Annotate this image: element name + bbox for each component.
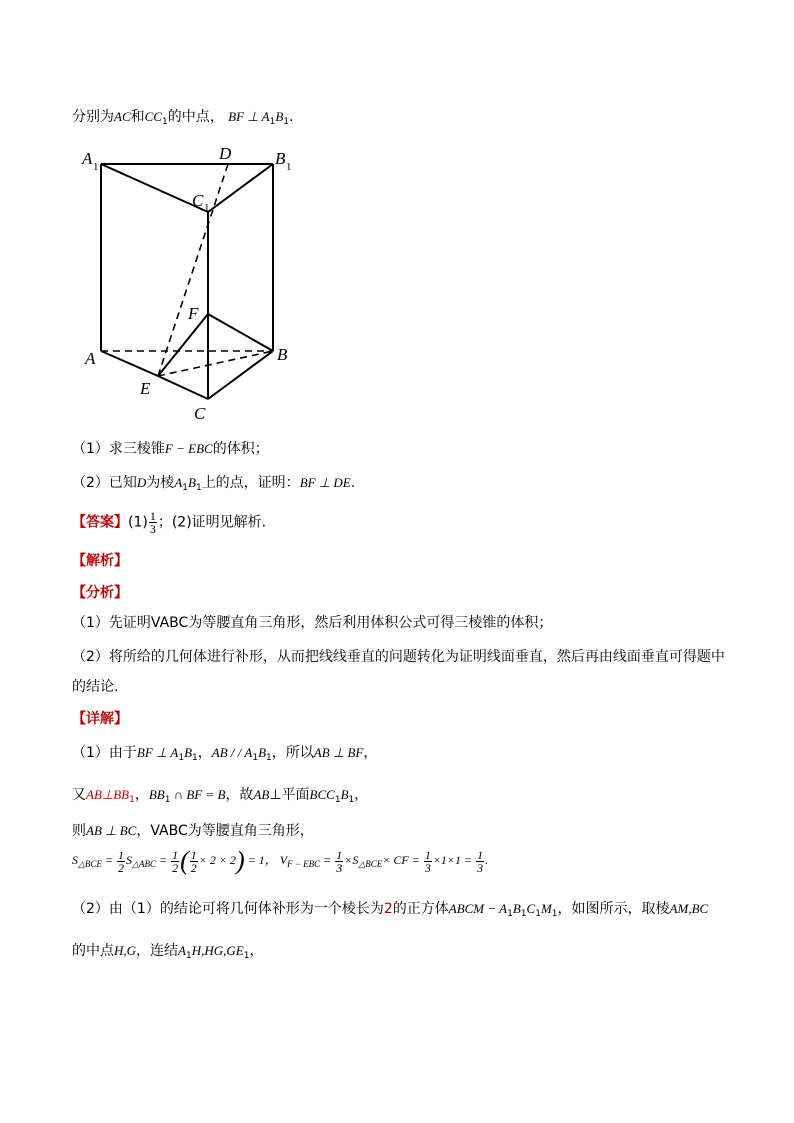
equals: = xyxy=(104,852,114,867)
label-sub: 1 xyxy=(204,202,210,214)
sub: 1 xyxy=(283,117,289,127)
comma: ， xyxy=(136,823,151,839)
volume-formula xyxy=(72,846,488,876)
intro-post: 的中点， xyxy=(167,109,224,125)
math-tri-abc: VABC xyxy=(150,823,188,839)
math-b: B xyxy=(258,745,267,760)
jiexi-heading: 【解析】 xyxy=(72,553,128,569)
math-bf-perp: BF ⊥ A xyxy=(228,109,270,124)
math-ab-parallel: AB / / A xyxy=(211,745,253,760)
sub: 1 xyxy=(334,795,341,805)
detail-2 xyxy=(72,784,368,805)
product: × 2 × 2 xyxy=(198,852,236,867)
edge-c1b1 xyxy=(208,164,273,212)
sub: 1 xyxy=(520,909,527,919)
sub: 1 xyxy=(535,909,541,919)
d1-pre: （1）由于 xyxy=(72,745,137,761)
equals: = xyxy=(158,852,168,867)
analysis-1 xyxy=(72,612,552,632)
sub: 1 xyxy=(507,909,513,919)
xiangjie-heading: 【详解】 xyxy=(72,711,128,727)
sub: 1 xyxy=(192,753,198,763)
math-h: H xyxy=(191,943,202,958)
denominator: 2 xyxy=(172,860,179,875)
math-bcc1b1: BCC xyxy=(309,787,335,802)
label-b1: B xyxy=(275,149,286,168)
math-am: AM xyxy=(669,901,689,916)
d3-post: 为等腰直角三角形， xyxy=(187,823,314,839)
answer-part2: ；(2)证明见解析. xyxy=(157,514,267,531)
d2-plane: ⊥平面 xyxy=(269,787,310,803)
math-tri-abc: VABC xyxy=(150,615,189,631)
denominator: 2 xyxy=(118,860,125,875)
math-d: D xyxy=(136,475,147,490)
solid-edges xyxy=(101,164,273,399)
detail-4 xyxy=(72,898,708,919)
d4-post: ，如图所示，取棱 xyxy=(557,901,670,917)
math-ab-perp-bf: AB ⊥ BF xyxy=(313,745,364,760)
math-c: C xyxy=(526,901,536,916)
math-intersect: ∩ BF = B xyxy=(170,787,226,802)
sub: △BCE xyxy=(78,858,102,869)
math-bf-perp: BF ⊥ A xyxy=(136,745,179,760)
question-1 xyxy=(72,438,269,458)
times-cf: × CF = xyxy=(382,852,420,867)
intro-mid: 和 xyxy=(130,109,145,125)
label-a1: A xyxy=(82,149,93,168)
q2-pre: （2）已知 xyxy=(72,475,137,491)
sub: F − EBC xyxy=(287,858,321,869)
equals: = xyxy=(323,852,332,867)
fenxi-heading: 【分析】 xyxy=(72,585,128,601)
sub: 1 xyxy=(551,909,558,919)
period: . xyxy=(350,475,356,491)
comma: , xyxy=(123,943,127,958)
denominator: 3 xyxy=(477,860,484,875)
detail-3 xyxy=(72,820,314,840)
intro-pre: 分别为 xyxy=(72,109,114,125)
q2-mid: 为棱 xyxy=(146,475,175,491)
label-f: F xyxy=(188,304,199,323)
label-d: D xyxy=(219,144,232,163)
analysis1-post: 为等腰直角三角形，然后利用体积公式可得三棱锥的体积； xyxy=(188,615,553,631)
denominator: 3 xyxy=(149,522,156,536)
detail-5 xyxy=(72,940,263,961)
math-ab-perp-bb1: AB⊥BB xyxy=(86,787,130,802)
math-a: A xyxy=(178,943,186,958)
period: . xyxy=(485,852,489,867)
edge-fb xyxy=(208,314,273,351)
d2-mid: ，故 xyxy=(225,787,254,803)
math-s: S xyxy=(72,852,78,867)
sub: 1 xyxy=(266,753,272,763)
sub: 1 xyxy=(182,483,188,493)
comma: ， xyxy=(354,787,369,803)
label-b: B xyxy=(277,345,288,364)
dashed-edges xyxy=(101,164,273,376)
edge-ec xyxy=(158,376,208,399)
paren-close: ) xyxy=(235,846,245,875)
math-m: M xyxy=(540,901,552,916)
fraction-third xyxy=(335,849,343,874)
numerator: 1 xyxy=(172,847,179,862)
fraction-third xyxy=(476,849,484,874)
math-s: S xyxy=(352,852,359,867)
times-product: ×1×1 = xyxy=(432,852,473,867)
math-ab-perp-bc: AB ⊥ BC xyxy=(86,823,137,838)
fraction-third xyxy=(424,849,432,874)
math-bc: BC xyxy=(691,901,709,916)
numerator: 1 xyxy=(424,847,431,862)
comma: ， xyxy=(249,943,264,959)
sub: △ABC xyxy=(132,858,156,869)
numerator: 1 xyxy=(149,509,156,523)
numerator: 1 xyxy=(190,847,197,862)
answer-label: 【答案】 xyxy=(72,514,128,531)
math-bb1: BB xyxy=(148,787,165,802)
q1-pre: （1）求三棱锥 xyxy=(72,441,165,457)
math-f-ebc: F − EBC xyxy=(164,441,213,456)
fraction-half xyxy=(190,849,198,874)
analysis-2-cont: 的结论. xyxy=(72,679,119,695)
sub: 1 xyxy=(161,117,168,127)
numerator: 1 xyxy=(118,847,125,862)
math-ac: AC xyxy=(114,109,131,124)
math-v: V xyxy=(279,852,288,867)
denominator: 3 xyxy=(424,860,431,875)
d1-mid: ，所以 xyxy=(271,745,314,761)
edge-fe xyxy=(158,314,208,376)
sub: 1 xyxy=(348,795,355,805)
math-hg-ge: ,HG,GE xyxy=(201,943,244,958)
analysis-2: （2）将所给的几何体进行补形，从而把线线垂直的问题转化为证明线面垂直，然后再由线面垂直可得题中 xyxy=(72,649,725,665)
d2-pre: 又 xyxy=(72,787,86,803)
label-sub: 1 xyxy=(93,161,99,173)
d3-pre: 则 xyxy=(72,823,86,839)
math-ab: AB xyxy=(253,787,270,802)
comma: ， xyxy=(197,745,212,761)
label-a: A xyxy=(85,349,96,368)
label-c1: C xyxy=(192,191,204,210)
math-b: B xyxy=(275,109,284,124)
d5-pre: 的中点 xyxy=(72,943,114,959)
sub: 1 xyxy=(243,951,250,961)
denominator: 2 xyxy=(190,860,197,875)
sub: △BCE xyxy=(358,858,383,869)
label-sub: 1 xyxy=(286,161,292,173)
sub: 1 xyxy=(185,951,192,961)
math-cc: CC xyxy=(144,109,162,124)
math-bf-perp-de: BF ⊥ DE xyxy=(299,475,351,490)
comma: ， xyxy=(264,852,277,867)
sub: 1 xyxy=(195,483,202,493)
math-b: B xyxy=(340,787,349,802)
numerator: 1 xyxy=(477,847,484,862)
d5-mid: ，连结 xyxy=(136,943,179,959)
equals-one: = 1 xyxy=(247,852,265,867)
math-h: H xyxy=(114,943,124,958)
sub: 1 xyxy=(129,795,135,805)
math-a: A xyxy=(174,475,183,490)
answer-line xyxy=(72,510,266,535)
label-c: C xyxy=(194,404,206,423)
d4-mid: 的正方体 xyxy=(392,901,449,917)
answer-part1: (1) xyxy=(128,514,148,531)
comma: , xyxy=(688,901,692,916)
denominator: 3 xyxy=(336,860,343,875)
math-s: S xyxy=(126,852,133,867)
prism-figure xyxy=(78,140,308,430)
edge-length: 2 xyxy=(383,901,393,917)
analysis1-pre: （1）先证明 xyxy=(72,615,151,631)
q2-post: 上的点，证明： xyxy=(201,475,300,491)
fraction-half xyxy=(171,849,179,874)
sub: 1 xyxy=(164,795,171,805)
math-cube: ABCM − A xyxy=(448,901,508,916)
sub: 1 xyxy=(178,753,185,763)
detail-1 xyxy=(72,742,377,763)
numerator: 1 xyxy=(336,847,343,862)
question-2 xyxy=(72,472,355,493)
comma: ， xyxy=(363,745,378,761)
math-g: G xyxy=(126,943,137,958)
comma: ， xyxy=(134,787,149,803)
answer-fraction xyxy=(149,510,157,535)
intro-line xyxy=(72,106,293,127)
fraction-half xyxy=(117,849,125,874)
paren-open: ( xyxy=(180,846,189,875)
q1-post: 的体积； xyxy=(212,441,269,457)
period: . xyxy=(289,109,294,125)
edge-ae xyxy=(101,351,158,376)
math-b: B xyxy=(188,475,196,490)
math-b: B xyxy=(512,901,521,916)
math-b: B xyxy=(184,745,193,760)
d4-pre: （2）由（1）的结论可将几何体补形为一个棱长为 xyxy=(72,901,384,917)
label-e: E xyxy=(140,379,151,398)
times: × xyxy=(344,852,353,867)
sub: 1 xyxy=(269,117,276,127)
sub: 1 xyxy=(252,753,259,763)
